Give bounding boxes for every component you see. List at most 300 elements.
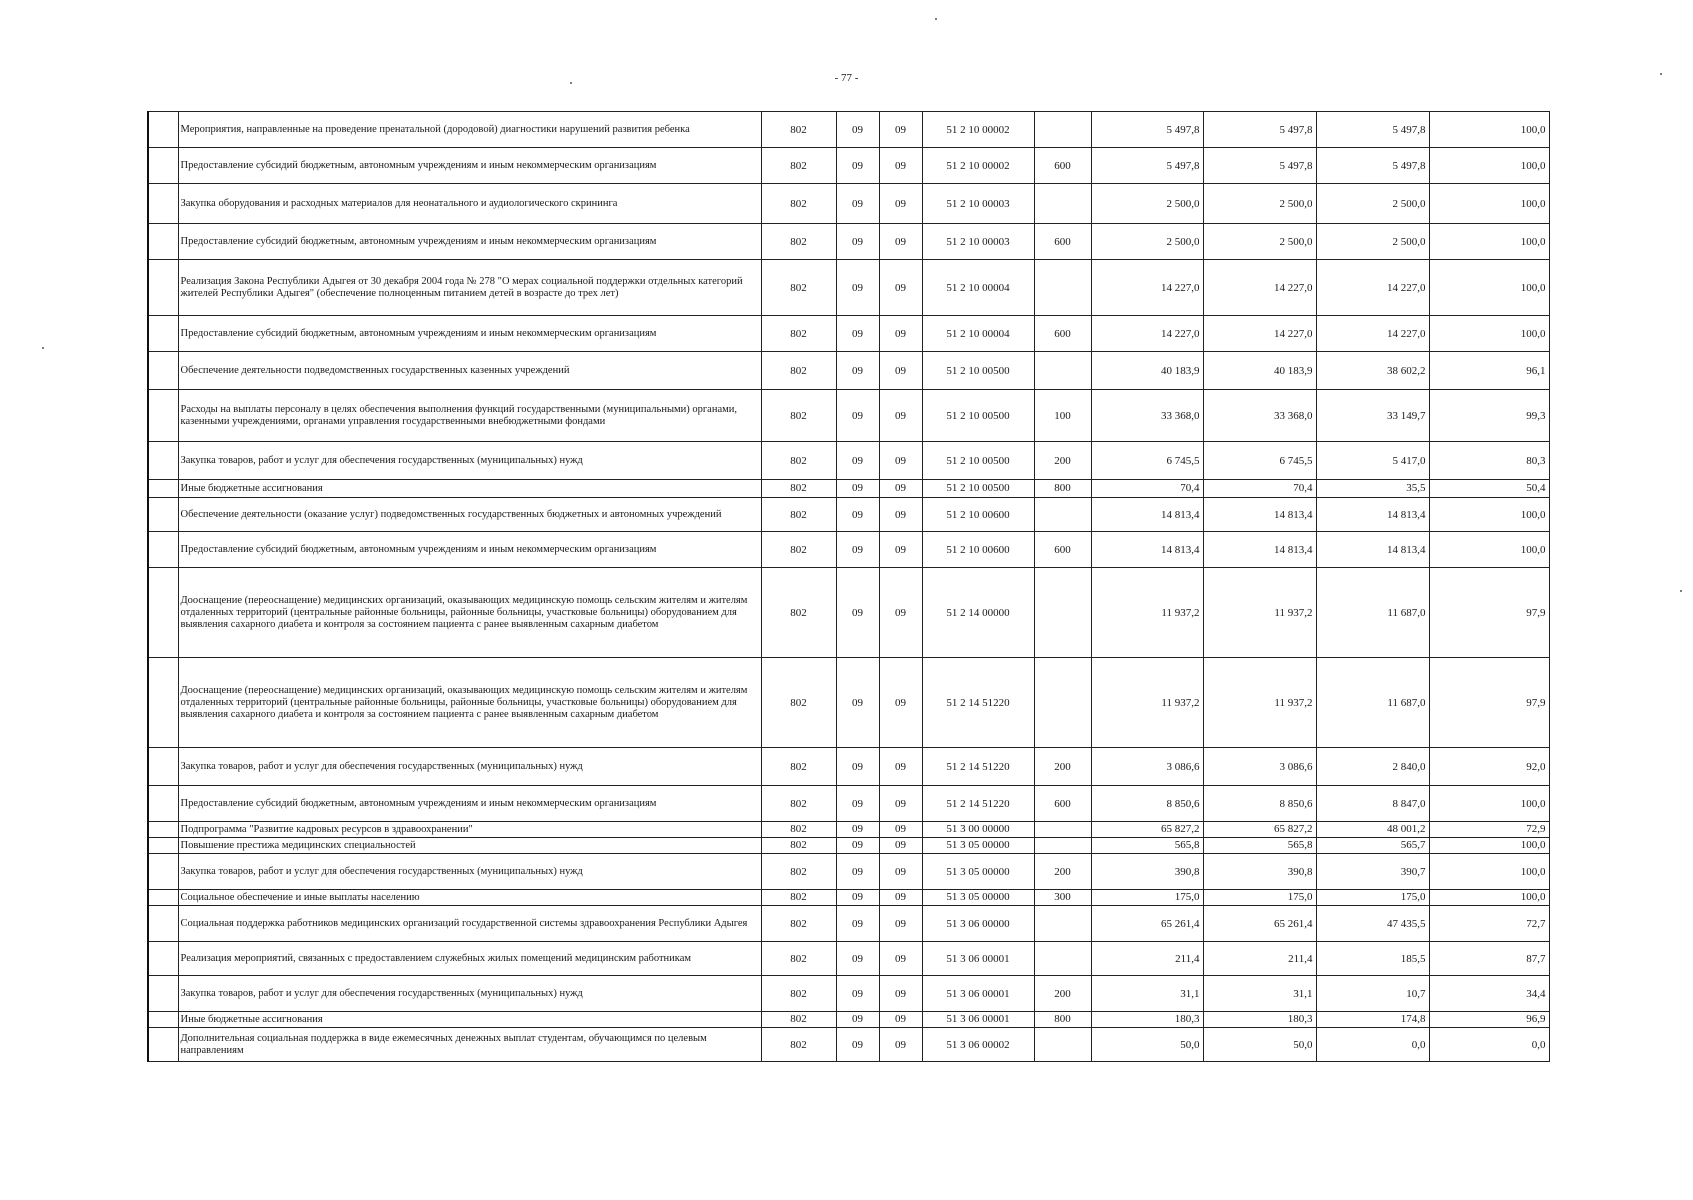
cell-ministry: 802 — [761, 890, 836, 906]
cell-name: Закупка товаров, работ и услуг для обеспечения государственных (муниципальных) нужд — [178, 442, 761, 480]
cell-target-article: 51 2 14 51220 — [922, 786, 1034, 822]
cell-plan: 211,4 — [1091, 942, 1203, 976]
scan-speck — [570, 82, 572, 84]
cell-plan: 180,3 — [1091, 1012, 1203, 1028]
cell-target-article: 51 3 06 00001 — [922, 1012, 1034, 1028]
cell-subsection: 09 — [879, 568, 922, 658]
cell-subsection: 09 — [879, 976, 922, 1012]
cell-plan: 50,0 — [1091, 1028, 1203, 1062]
cell-section: 09 — [836, 498, 879, 532]
table-row — [148, 1028, 1549, 1062]
cell-ministry: 802 — [761, 568, 836, 658]
cell-expense-type — [1034, 568, 1091, 658]
cell-section: 09 — [836, 532, 879, 568]
cell-plan: 40 183,9 — [1091, 352, 1203, 390]
cell-expense-type — [1034, 1028, 1091, 1062]
cell-subsection: 09 — [879, 906, 922, 942]
cell-section: 09 — [836, 184, 879, 224]
table-row — [148, 112, 1549, 148]
cell-refined-plan: 2 500,0 — [1203, 224, 1316, 260]
scan-speck — [935, 18, 937, 20]
cell-refined-plan: 175,0 — [1203, 890, 1316, 906]
cell-ministry: 802 — [761, 822, 836, 838]
cell-target-article: 51 2 10 00002 — [922, 148, 1034, 184]
cell-section: 09 — [836, 224, 879, 260]
cell-plan: 33 368,0 — [1091, 390, 1203, 442]
row-stub-cell — [148, 390, 178, 442]
row-stub-cell — [148, 568, 178, 658]
cell-plan: 70,4 — [1091, 480, 1203, 498]
cell-percent: 92,0 — [1429, 748, 1549, 786]
cell-executed: 14 813,4 — [1316, 498, 1429, 532]
cell-percent: 100,0 — [1429, 184, 1549, 224]
cell-ministry: 802 — [761, 838, 836, 854]
cell-executed: 14 227,0 — [1316, 260, 1429, 316]
scan-speck — [42, 347, 44, 349]
row-stub-cell — [148, 658, 178, 748]
cell-percent: 87,7 — [1429, 942, 1549, 976]
cell-executed: 47 435,5 — [1316, 906, 1429, 942]
cell-section: 09 — [836, 148, 879, 184]
row-stub-cell — [148, 748, 178, 786]
cell-subsection: 09 — [879, 224, 922, 260]
cell-target-article: 51 2 10 00500 — [922, 352, 1034, 390]
cell-name: Социальное обеспечение и иные выплаты населению — [178, 890, 761, 906]
cell-executed: 5 417,0 — [1316, 442, 1429, 480]
cell-refined-plan: 390,8 — [1203, 854, 1316, 890]
cell-expense-type: 800 — [1034, 480, 1091, 498]
cell-name: Реализация Закона Республики Адыгея от 30 декабря 2004 года № 278 "О мерах социальной поддержки отдельных категорий жителей Республики Адыгея" (обеспечение полноценным питанием детей в возрасте до трех лет) — [178, 260, 761, 316]
cell-executed: 0,0 — [1316, 1028, 1429, 1062]
cell-section: 09 — [836, 838, 879, 854]
cell-section: 09 — [836, 942, 879, 976]
cell-name: Закупка товаров, работ и услуг для обеспечения государственных (муниципальных) нужд — [178, 854, 761, 890]
cell-expense-type — [1034, 838, 1091, 854]
cell-percent: 34,4 — [1429, 976, 1549, 1012]
cell-expense-type — [1034, 942, 1091, 976]
cell-name: Иные бюджетные ассигнования — [178, 1012, 761, 1028]
cell-section: 09 — [836, 316, 879, 352]
cell-target-article: 51 2 10 00500 — [922, 442, 1034, 480]
cell-ministry: 802 — [761, 1028, 836, 1062]
cell-section: 09 — [836, 442, 879, 480]
table-body — [148, 112, 1549, 1062]
cell-target-article: 51 2 14 51220 — [922, 748, 1034, 786]
cell-target-article: 51 2 10 00500 — [922, 390, 1034, 442]
cell-subsection: 09 — [879, 786, 922, 822]
cell-subsection: 09 — [879, 184, 922, 224]
cell-name: Социальная поддержка работников медицинских организаций государственной системы здравоохранения Республики Адыгея — [178, 906, 761, 942]
table-row — [148, 890, 1549, 906]
table-row — [148, 942, 1549, 976]
cell-expense-type: 800 — [1034, 1012, 1091, 1028]
cell-refined-plan: 211,4 — [1203, 942, 1316, 976]
table-row — [148, 1012, 1549, 1028]
table-row — [148, 658, 1549, 748]
row-stub-cell — [148, 942, 178, 976]
cell-section: 09 — [836, 1012, 879, 1028]
cell-plan: 65 827,2 — [1091, 822, 1203, 838]
cell-percent: 96,9 — [1429, 1012, 1549, 1028]
table-row — [148, 442, 1549, 480]
cell-plan: 14 227,0 — [1091, 260, 1203, 316]
cell-refined-plan: 5 497,8 — [1203, 148, 1316, 184]
table-row — [148, 854, 1549, 890]
cell-target-article: 51 2 14 51220 — [922, 658, 1034, 748]
cell-section: 09 — [836, 260, 879, 316]
cell-ministry: 802 — [761, 260, 836, 316]
cell-plan: 14 813,4 — [1091, 498, 1203, 532]
cell-name: Закупка товаров, работ и услуг для обеспечения государственных (муниципальных) нужд — [178, 976, 761, 1012]
cell-percent: 100,0 — [1429, 316, 1549, 352]
cell-refined-plan: 565,8 — [1203, 838, 1316, 854]
cell-name: Предоставление субсидий бюджетным, автономным учреждениям и иным некоммерческим организациям — [178, 532, 761, 568]
cell-expense-type: 200 — [1034, 442, 1091, 480]
cell-section: 09 — [836, 890, 879, 906]
cell-section: 09 — [836, 854, 879, 890]
cell-name: Обеспечение деятельности (оказание услуг) подведомственных государственных бюджетных и автономных учреждений — [178, 498, 761, 532]
cell-expense-type — [1034, 498, 1091, 532]
cell-expense-type: 600 — [1034, 224, 1091, 260]
cell-expense-type: 600 — [1034, 786, 1091, 822]
cell-percent: 100,0 — [1429, 112, 1549, 148]
cell-expense-type — [1034, 352, 1091, 390]
table-row — [148, 748, 1549, 786]
cell-ministry: 802 — [761, 854, 836, 890]
cell-plan: 65 261,4 — [1091, 906, 1203, 942]
cell-section: 09 — [836, 822, 879, 838]
cell-ministry: 802 — [761, 442, 836, 480]
cell-refined-plan: 14 813,4 — [1203, 498, 1316, 532]
cell-ministry: 802 — [761, 390, 836, 442]
cell-ministry: 802 — [761, 748, 836, 786]
row-stub-cell — [148, 224, 178, 260]
row-stub-cell — [148, 890, 178, 906]
cell-executed: 38 602,2 — [1316, 352, 1429, 390]
page-number: - 77 - — [834, 72, 859, 84]
cell-name: Обеспечение деятельности подведомственных государственных казенных учреждений — [178, 352, 761, 390]
row-stub-cell — [148, 1028, 178, 1062]
cell-name: Повышение престижа медицинских специальностей — [178, 838, 761, 854]
cell-subsection: 09 — [879, 352, 922, 390]
cell-section: 09 — [836, 352, 879, 390]
cell-subsection: 09 — [879, 498, 922, 532]
cell-target-article: 51 2 10 00500 — [922, 480, 1034, 498]
cell-section: 09 — [836, 390, 879, 442]
row-stub-cell — [148, 442, 178, 480]
cell-ministry: 802 — [761, 316, 836, 352]
cell-percent: 100,0 — [1429, 148, 1549, 184]
cell-plan: 2 500,0 — [1091, 224, 1203, 260]
cell-ministry: 802 — [761, 942, 836, 976]
cell-ministry: 802 — [761, 658, 836, 748]
cell-name: Предоставление субсидий бюджетным, автономным учреждениям и иным некоммерческим организациям — [178, 316, 761, 352]
cell-executed: 35,5 — [1316, 480, 1429, 498]
row-stub-cell — [148, 976, 178, 1012]
cell-refined-plan: 5 497,8 — [1203, 112, 1316, 148]
cell-subsection: 09 — [879, 1012, 922, 1028]
cell-refined-plan: 70,4 — [1203, 480, 1316, 498]
cell-executed: 2 500,0 — [1316, 224, 1429, 260]
cell-executed: 565,7 — [1316, 838, 1429, 854]
cell-ministry: 802 — [761, 532, 836, 568]
cell-plan: 8 850,6 — [1091, 786, 1203, 822]
row-stub-cell — [148, 532, 178, 568]
cell-name: Подпрограмма "Развитие кадровых ресурсов в здравоохранении" — [178, 822, 761, 838]
cell-plan: 5 497,8 — [1091, 148, 1203, 184]
row-stub-cell — [148, 352, 178, 390]
cell-executed: 11 687,0 — [1316, 658, 1429, 748]
cell-section: 09 — [836, 748, 879, 786]
cell-plan: 175,0 — [1091, 890, 1203, 906]
cell-name: Предоставление субсидий бюджетным, автономным учреждениям и иным некоммерческим организациям — [178, 148, 761, 184]
cell-executed: 11 687,0 — [1316, 568, 1429, 658]
cell-name: Предоставление субсидий бюджетным, автономным учреждениям и иным некоммерческим организациям — [178, 786, 761, 822]
cell-plan: 31,1 — [1091, 976, 1203, 1012]
row-stub-cell — [148, 498, 178, 532]
table-row — [148, 352, 1549, 390]
cell-name: Предоставление субсидий бюджетным, автономным учреждениям и иным некоммерческим организациям — [178, 224, 761, 260]
cell-percent: 100,0 — [1429, 838, 1549, 854]
cell-expense-type — [1034, 658, 1091, 748]
cell-expense-type: 200 — [1034, 854, 1091, 890]
cell-subsection: 09 — [879, 838, 922, 854]
cell-percent: 97,9 — [1429, 568, 1549, 658]
table-row — [148, 838, 1549, 854]
cell-subsection: 09 — [879, 260, 922, 316]
cell-target-article: 51 3 06 00000 — [922, 906, 1034, 942]
cell-plan: 14 813,4 — [1091, 532, 1203, 568]
table-row — [148, 316, 1549, 352]
cell-ministry: 802 — [761, 352, 836, 390]
cell-executed: 14 813,4 — [1316, 532, 1429, 568]
cell-section: 09 — [836, 568, 879, 658]
row-stub-cell — [148, 906, 178, 942]
row-stub-cell — [148, 480, 178, 498]
row-stub-cell — [148, 112, 178, 148]
cell-target-article: 51 2 10 00004 — [922, 316, 1034, 352]
cell-name: Дооснащение (переоснащение) медицинских организаций, оказывающих медицинскую помощь сельским жителям и жителям отдаленных территорий (центральные районные больницы, районные больницы, участковые больницы) оборудованием для выявления сахарного диабета и контроля за состоянием пациента с ранее выявленным сахарным диабетом — [178, 658, 761, 748]
cell-percent: 100,0 — [1429, 224, 1549, 260]
cell-percent: 99,3 — [1429, 390, 1549, 442]
cell-plan: 14 227,0 — [1091, 316, 1203, 352]
cell-section: 09 — [836, 480, 879, 498]
cell-refined-plan: 180,3 — [1203, 1012, 1316, 1028]
cell-refined-plan: 14 813,4 — [1203, 532, 1316, 568]
cell-refined-plan: 11 937,2 — [1203, 568, 1316, 658]
cell-refined-plan: 14 227,0 — [1203, 316, 1316, 352]
cell-section: 09 — [836, 786, 879, 822]
cell-percent: 72,7 — [1429, 906, 1549, 942]
cell-percent: 100,0 — [1429, 498, 1549, 532]
cell-executed: 8 847,0 — [1316, 786, 1429, 822]
cell-ministry: 802 — [761, 112, 836, 148]
cell-expense-type: 600 — [1034, 148, 1091, 184]
cell-subsection: 09 — [879, 480, 922, 498]
cell-executed: 48 001,2 — [1316, 822, 1429, 838]
cell-executed: 390,7 — [1316, 854, 1429, 890]
cell-expense-type — [1034, 112, 1091, 148]
cell-section: 09 — [836, 976, 879, 1012]
cell-target-article: 51 3 00 00000 — [922, 822, 1034, 838]
cell-name: Закупка оборудования и расходных материалов для неонатального и аудиологического скрининга — [178, 184, 761, 224]
cell-refined-plan: 14 227,0 — [1203, 260, 1316, 316]
cell-name: Расходы на выплаты персоналу в целях обеспечения выполнения функций государственными (муниципальными) органами, казенными учреждениями, органами управления государственными внебюджетными фондами — [178, 390, 761, 442]
cell-ministry: 802 — [761, 906, 836, 942]
cell-name: Дооснащение (переоснащение) медицинских организаций, оказывающих медицинскую помощь сельским жителям и жителям отдаленных территорий (центральные районные больницы, районные больницы, участковые больницы) оборудованием для выявления сахарного диабета и контроля за состоянием пациента с ранее выявленным сахарным диабетом — [178, 568, 761, 658]
cell-refined-plan: 65 827,2 — [1203, 822, 1316, 838]
row-stub-cell — [148, 822, 178, 838]
table-row — [148, 568, 1549, 658]
cell-percent: 100,0 — [1429, 854, 1549, 890]
cell-target-article: 51 3 05 00000 — [922, 838, 1034, 854]
cell-percent: 100,0 — [1429, 532, 1549, 568]
cell-name: Мероприятия, направленные на проведение пренатальной (дородовой) диагностики нарушений развития ребенка — [178, 112, 761, 148]
cell-target-article: 51 3 05 00000 — [922, 890, 1034, 906]
cell-subsection: 09 — [879, 658, 922, 748]
table-row — [148, 532, 1549, 568]
budget-table — [147, 111, 1550, 1062]
cell-executed: 14 227,0 — [1316, 316, 1429, 352]
cell-refined-plan: 31,1 — [1203, 976, 1316, 1012]
cell-subsection: 09 — [879, 822, 922, 838]
cell-subsection: 09 — [879, 854, 922, 890]
cell-percent: 72,9 — [1429, 822, 1549, 838]
cell-ministry: 802 — [761, 976, 836, 1012]
cell-expense-type: 200 — [1034, 748, 1091, 786]
cell-target-article: 51 3 06 00002 — [922, 1028, 1034, 1062]
cell-target-article: 51 2 10 00003 — [922, 224, 1034, 260]
cell-executed: 2 840,0 — [1316, 748, 1429, 786]
row-stub-cell — [148, 1012, 178, 1028]
cell-ministry: 802 — [761, 480, 836, 498]
row-stub-cell — [148, 316, 178, 352]
cell-refined-plan: 65 261,4 — [1203, 906, 1316, 942]
row-stub-cell — [148, 260, 178, 316]
cell-plan: 6 745,5 — [1091, 442, 1203, 480]
cell-refined-plan: 8 850,6 — [1203, 786, 1316, 822]
cell-executed: 5 497,8 — [1316, 148, 1429, 184]
cell-plan: 390,8 — [1091, 854, 1203, 890]
cell-subsection: 09 — [879, 890, 922, 906]
table-row — [148, 224, 1549, 260]
cell-subsection: 09 — [879, 316, 922, 352]
cell-expense-type: 300 — [1034, 890, 1091, 906]
cell-target-article: 51 2 10 00002 — [922, 112, 1034, 148]
cell-subsection: 09 — [879, 532, 922, 568]
cell-target-article: 51 2 10 00600 — [922, 498, 1034, 532]
cell-expense-type — [1034, 260, 1091, 316]
cell-plan: 5 497,8 — [1091, 112, 1203, 148]
cell-percent: 100,0 — [1429, 890, 1549, 906]
cell-percent: 0,0 — [1429, 1028, 1549, 1062]
cell-name: Закупка товаров, работ и услуг для обеспечения государственных (муниципальных) нужд — [178, 748, 761, 786]
scan-speck — [1680, 590, 1682, 592]
cell-refined-plan: 50,0 — [1203, 1028, 1316, 1062]
cell-target-article: 51 3 05 00000 — [922, 854, 1034, 890]
row-stub-cell — [148, 148, 178, 184]
cell-section: 09 — [836, 112, 879, 148]
cell-refined-plan: 6 745,5 — [1203, 442, 1316, 480]
cell-expense-type — [1034, 822, 1091, 838]
cell-name: Дополнительная социальная поддержка в виде ежемесячных денежных выплат студентам, обучающимся по целевым направлениям — [178, 1028, 761, 1062]
cell-section: 09 — [836, 906, 879, 942]
cell-refined-plan: 33 368,0 — [1203, 390, 1316, 442]
cell-refined-plan: 3 086,6 — [1203, 748, 1316, 786]
cell-target-article: 51 3 06 00001 — [922, 976, 1034, 1012]
table-row — [148, 390, 1549, 442]
row-stub-cell — [148, 854, 178, 890]
cell-ministry: 802 — [761, 1012, 836, 1028]
cell-ministry: 802 — [761, 498, 836, 532]
cell-section: 09 — [836, 658, 879, 748]
table-row — [148, 786, 1549, 822]
table-row — [148, 184, 1549, 224]
cell-expense-type: 200 — [1034, 976, 1091, 1012]
cell-percent: 96,1 — [1429, 352, 1549, 390]
cell-expense-type: 600 — [1034, 532, 1091, 568]
cell-percent: 80,3 — [1429, 442, 1549, 480]
cell-subsection: 09 — [879, 442, 922, 480]
cell-subsection: 09 — [879, 148, 922, 184]
cell-ministry: 802 — [761, 224, 836, 260]
row-stub-cell — [148, 184, 178, 224]
cell-target-article: 51 3 06 00001 — [922, 942, 1034, 976]
cell-executed: 185,5 — [1316, 942, 1429, 976]
cell-plan: 3 086,6 — [1091, 748, 1203, 786]
cell-name: Иные бюджетные ассигнования — [178, 480, 761, 498]
table-row — [148, 480, 1549, 498]
table-row — [148, 906, 1549, 942]
cell-percent: 100,0 — [1429, 260, 1549, 316]
cell-subsection: 09 — [879, 112, 922, 148]
cell-executed: 2 500,0 — [1316, 184, 1429, 224]
row-stub-cell — [148, 838, 178, 854]
cell-plan: 11 937,2 — [1091, 568, 1203, 658]
cell-target-article: 51 2 10 00004 — [922, 260, 1034, 316]
cell-refined-plan: 2 500,0 — [1203, 184, 1316, 224]
cell-ministry: 802 — [761, 148, 836, 184]
table-row — [148, 148, 1549, 184]
cell-refined-plan: 40 183,9 — [1203, 352, 1316, 390]
table-row — [148, 498, 1549, 532]
cell-executed: 175,0 — [1316, 890, 1429, 906]
cell-expense-type — [1034, 184, 1091, 224]
cell-executed: 5 497,8 — [1316, 112, 1429, 148]
cell-section: 09 — [836, 1028, 879, 1062]
cell-executed: 33 149,7 — [1316, 390, 1429, 442]
cell-plan: 2 500,0 — [1091, 184, 1203, 224]
cell-expense-type: 600 — [1034, 316, 1091, 352]
cell-percent: 97,9 — [1429, 658, 1549, 748]
cell-subsection: 09 — [879, 1028, 922, 1062]
cell-executed: 10,7 — [1316, 976, 1429, 1012]
cell-expense-type — [1034, 906, 1091, 942]
cell-expense-type: 100 — [1034, 390, 1091, 442]
cell-target-article: 51 2 10 00003 — [922, 184, 1034, 224]
cell-target-article: 51 2 14 00000 — [922, 568, 1034, 658]
scan-speck — [1660, 73, 1662, 75]
cell-name: Реализация мероприятий, связанных с предоставлением служебных жилых помещений медицинским работникам — [178, 942, 761, 976]
table-row — [148, 260, 1549, 316]
cell-subsection: 09 — [879, 390, 922, 442]
cell-percent: 50,4 — [1429, 480, 1549, 498]
cell-plan: 11 937,2 — [1091, 658, 1203, 748]
cell-percent: 100,0 — [1429, 786, 1549, 822]
cell-plan: 565,8 — [1091, 838, 1203, 854]
cell-refined-plan: 11 937,2 — [1203, 658, 1316, 748]
cell-ministry: 802 — [761, 184, 836, 224]
